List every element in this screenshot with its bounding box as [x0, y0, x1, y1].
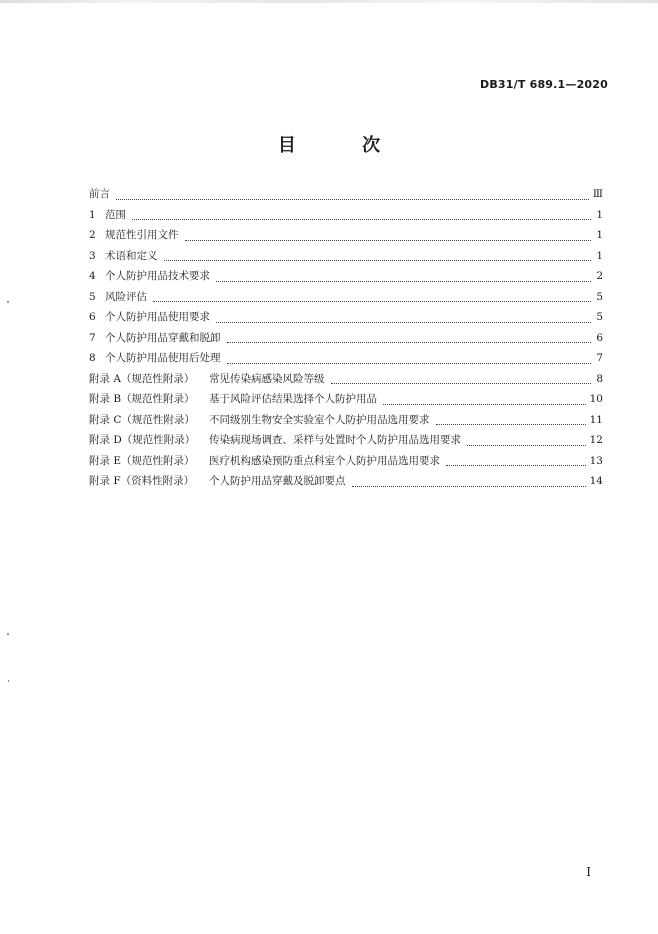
- toc-entry-appendix-f[interactable]: [89, 473, 603, 494]
- leader-dots: [352, 486, 586, 487]
- toc-entry-page: 12: [589, 434, 603, 446]
- page-number: I: [586, 865, 591, 879]
- toc-entry-label: 个人防护用品使用后处理: [105, 352, 221, 364]
- toc-entry-label: 常见传染病感染风险等级: [209, 372, 325, 385]
- leader-dots: [331, 383, 592, 384]
- leader-dots: [383, 404, 586, 405]
- toc-entry-label: 范围: [105, 208, 126, 221]
- toc-entry-2[interactable]: [89, 227, 603, 248]
- toc-entry-appendix-b[interactable]: [89, 391, 603, 412]
- leader-dots: [116, 199, 589, 200]
- toc-entry-7[interactable]: [89, 330, 603, 351]
- toc-entry-8[interactable]: [89, 350, 603, 371]
- toc-entry-number: 8: [89, 352, 96, 364]
- toc-entry-6[interactable]: [89, 309, 603, 330]
- toc-entry-appendix-d[interactable]: [89, 432, 603, 453]
- toc-entry-page: 2: [596, 270, 603, 282]
- toc-entry-page: 6: [596, 331, 603, 344]
- appendix-prefix: 附录 A（规范性附录）: [89, 372, 195, 385]
- toc-entry-4[interactable]: [89, 268, 603, 289]
- toc-entry-page: Ⅲ: [592, 188, 603, 200]
- toc-entry-page: 5: [596, 290, 603, 303]
- toc-entry-page: 10: [589, 393, 603, 405]
- toc-entry-page: 1: [596, 208, 603, 221]
- toc-entry-label: 个人防护用品使用要求: [105, 311, 210, 323]
- leader-dots: [164, 260, 592, 261]
- toc-entry-appendix-c[interactable]: [89, 412, 603, 433]
- toc-entry-number: 3: [89, 249, 96, 262]
- toc-entry-number: 1: [89, 208, 96, 221]
- appendix-prefix: 附录 F（资料性附录）: [89, 475, 195, 487]
- toc-entry-number: 7: [89, 331, 96, 344]
- scan-speck: [7, 301, 9, 303]
- leader-dots: [185, 240, 592, 241]
- toc-entry-number: 5: [89, 290, 96, 303]
- toc-entry-label: 前言: [89, 188, 110, 200]
- toc-entry-5[interactable]: [89, 289, 603, 310]
- toc-entry-label: 个人防护用品穿戴及脱卸要点: [209, 475, 346, 487]
- leader-dots: [446, 465, 586, 466]
- toc-entry-page: 1: [596, 229, 603, 241]
- toc-entry-page: 11: [589, 413, 603, 426]
- toc-title: 目 次: [277, 135, 411, 156]
- leader-dots: [436, 424, 586, 425]
- table-of-contents: [89, 186, 603, 494]
- toc-entry-page: 8: [596, 372, 603, 385]
- leader-dots: [227, 363, 592, 364]
- leader-dots: [132, 219, 591, 220]
- appendix-prefix: 附录 B（规范性附录）: [89, 393, 195, 405]
- appendix-prefix: 附录 C（规范性附录）: [89, 413, 195, 426]
- toc-entry-label: 个人防护用品技术要求: [105, 270, 210, 282]
- leader-dots: [153, 301, 591, 302]
- standard-code: DB31/T 689.1—2020: [480, 78, 608, 91]
- toc-entry-page: 5: [596, 311, 603, 323]
- toc-entry-page: 1: [596, 249, 603, 262]
- toc-entry-page: 14: [589, 475, 603, 487]
- toc-entry-label: 传染病现场调查、采样与处置时个人防护用品选用要求: [209, 434, 461, 446]
- toc-entry-appendix-e[interactable]: [89, 453, 603, 474]
- leader-dots: [467, 445, 586, 446]
- toc-entry-label: 基于风险评估结果选择个人防护用品: [209, 393, 377, 405]
- toc-entry-label: 规范性引用文件: [105, 229, 179, 241]
- toc-entry-label: 风险评估: [105, 290, 147, 303]
- scan-edge: [0, 0, 658, 3]
- appendix-prefix: 附录 D（规范性附录）: [89, 434, 196, 446]
- toc-entry-3[interactable]: [89, 248, 603, 269]
- leader-dots: [227, 342, 592, 343]
- toc-entry-label: 不同级别生物安全实验室个人防护用品选用要求: [209, 413, 430, 426]
- toc-entry-label: 术语和定义: [105, 249, 158, 262]
- scan-speck: [7, 633, 9, 635]
- toc-entry-label: 医疗机构感染预防重点科室个人防护用品选用要求: [209, 454, 440, 467]
- toc-entry-page: 7: [596, 352, 603, 364]
- toc-entry-1[interactable]: [89, 207, 603, 228]
- leader-dots: [216, 322, 591, 323]
- toc-entry-foreword[interactable]: [89, 186, 603, 207]
- toc-entry-page: 13: [589, 454, 603, 467]
- scan-speck: [8, 680, 9, 682]
- leader-dots: [216, 281, 591, 282]
- appendix-prefix: 附录 E（规范性附录）: [89, 454, 195, 467]
- toc-entry-label: 个人防护用品穿戴和脱卸: [105, 331, 221, 344]
- toc-entry-number: 4: [89, 270, 96, 282]
- toc-entry-number: 6: [89, 311, 96, 323]
- toc-entry-number: 2: [89, 229, 96, 241]
- toc-entry-appendix-a[interactable]: [89, 371, 603, 392]
